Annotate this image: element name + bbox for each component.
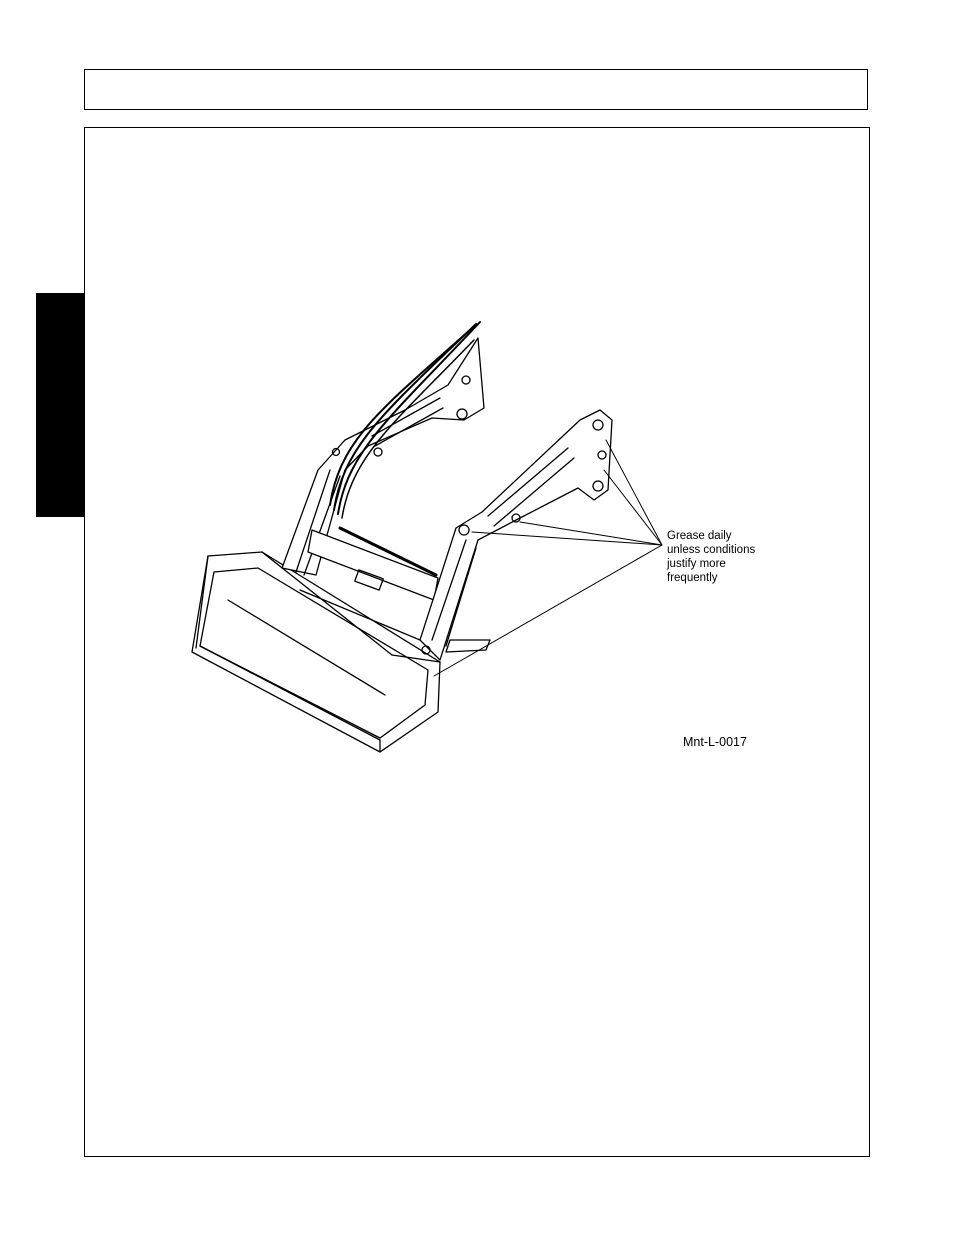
callout-line-3: justify more xyxy=(667,558,726,570)
grease-callout-text xyxy=(667,529,755,585)
callout-line-1: Grease daily xyxy=(667,530,732,542)
callout-line-4: frequently xyxy=(667,572,718,584)
callout-line-2: unless conditions xyxy=(667,544,756,556)
figure-id-label: Mnt-L-0017 xyxy=(683,735,747,749)
